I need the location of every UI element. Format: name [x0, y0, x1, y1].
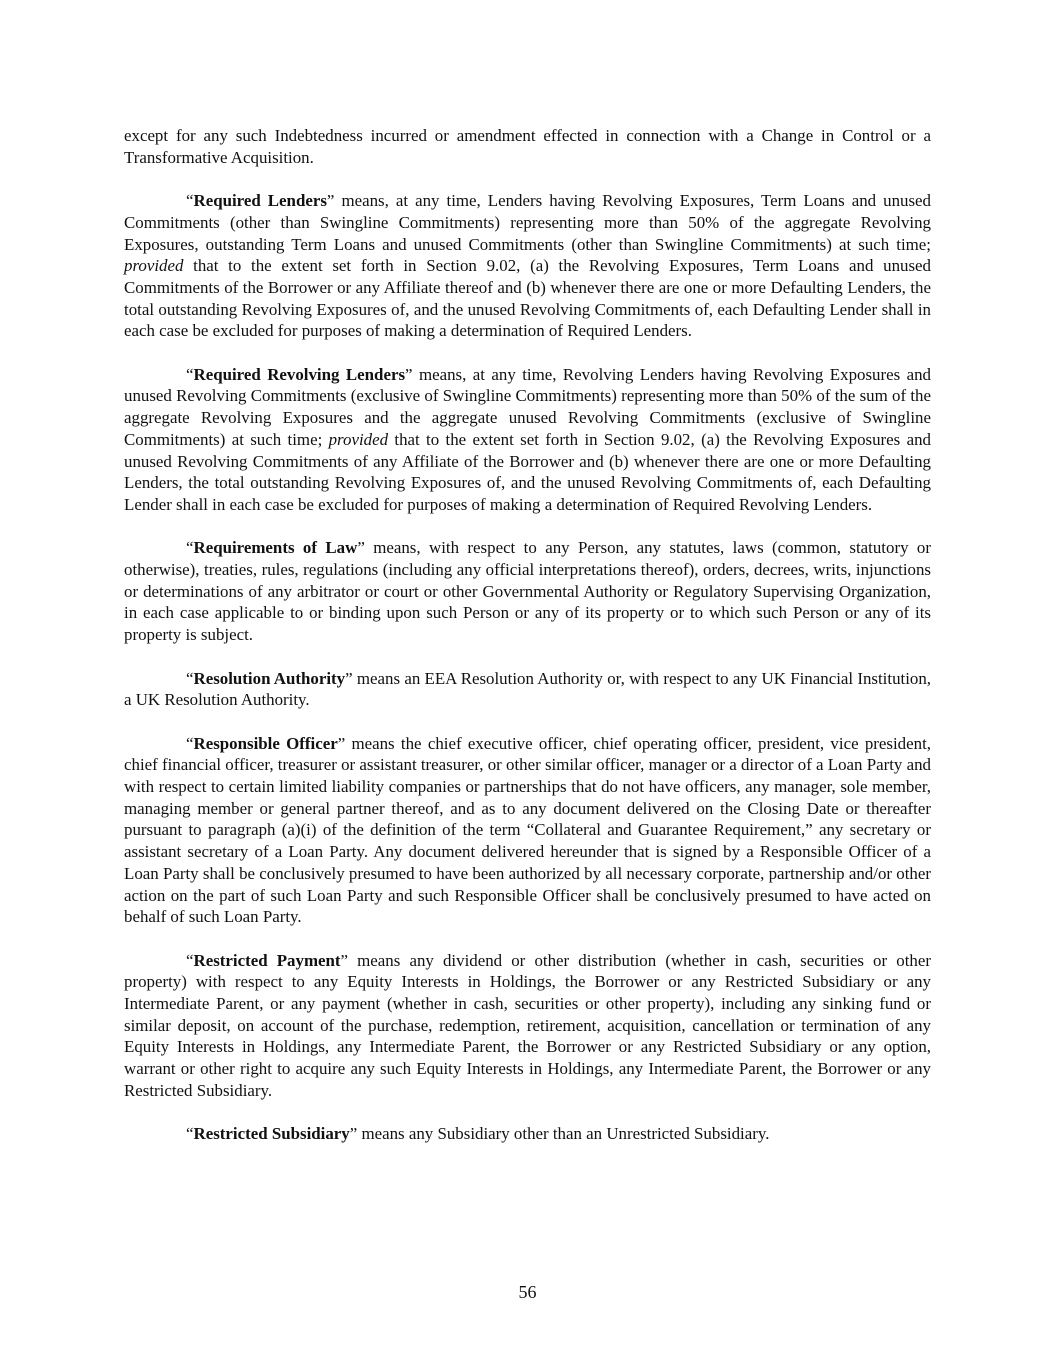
- open-quote: “: [186, 733, 194, 753]
- defined-term: Required Revolving Lenders: [193, 364, 406, 384]
- close-quote: ”: [349, 1124, 358, 1144]
- open-quote: “: [186, 668, 194, 688]
- close-quote: ”: [337, 733, 346, 753]
- defined-term: Required Lenders: [193, 191, 327, 211]
- definition-text: means any Subsidiary other than an Unrestricted Subsidiary.: [357, 1124, 770, 1144]
- defined-term: Responsible Officer: [193, 733, 338, 753]
- definition-resolution-authority: [124, 668, 931, 711]
- close-quote: ”: [357, 538, 365, 558]
- definition-text: means, at any time, Revolving Lenders having Revolving Exposures and unused Revolving Commitments (exclusive of Swingline Commitments) representing more than 50% of the sum of the aggregate Revolving Exposures and the aggregate unused Revolving Commitments (exclusive of Swingline Commitments) at such time;: [124, 364, 931, 449]
- open-quote: “: [186, 364, 194, 384]
- definition-text: that to the extent set forth in Section 9.02, (a) the Revolving Exposures and unused Revolving Commitments of any Affiliate of the Borrower and (b) whenever there are one or more Defaulting Lenders, the total outstanding Revolving Exposures of, and the unused Revolving Commitments of, each Defaulting Lender shall in each case be excluded for purposes of making a determination of Required Revolving Lenders.: [124, 429, 931, 514]
- page-number: 56: [518, 1282, 537, 1302]
- definition-restricted-payment: [124, 950, 931, 1102]
- italic-proviso: provided: [328, 429, 389, 449]
- defined-term: Restricted Payment: [193, 950, 341, 970]
- definition-required-lenders: [124, 190, 931, 342]
- definition-requirements-of-law: [124, 537, 931, 646]
- open-quote: “: [186, 950, 194, 970]
- definition-required-revolving-lenders: [124, 364, 931, 516]
- defined-term: Restricted Subsidiary: [193, 1124, 350, 1144]
- document-body: [124, 125, 931, 1167]
- close-quote: ”: [405, 364, 413, 384]
- definition-restricted-subsidiary: [124, 1123, 931, 1145]
- continuation-paragraph: except for any such Indebtedness incurred or amendment effected in connection with a Change in Control or a Transformative Acquisition.: [124, 126, 931, 167]
- close-quote: ”: [345, 668, 353, 688]
- open-quote: “: [186, 538, 194, 558]
- definition-text: means the chief executive officer, chief operating officer, president, vice president, chief financial officer, treasurer or assistant treasurer, or other similar officer, manager or a director of a Loan Party and with respect to certain limited liability companies or partnerships that do not have officers, any manager, sole member, managing member or general partner thereof, and as to any document delivered on the Closing Date or thereafter pursuant to paragraph (a)(i) of the definition of the term “Collateral and Guarantee Requirement,” any secretary or assistant secretary of a Loan Party. Any document delivered hereunder that is signed by a Responsible Officer of a Loan Party shall be conclusively presumed to have been authorized by all necessary corporate, partnership and/or other action on the part of such Loan Party and such Responsible Officer shall be conclusively presumed to have acted on behalf of such Loan Party.: [124, 733, 931, 927]
- definition-text: that to the extent set forth in Section 9.02, (a) the Revolving Exposures, Term Loans and unused Commitments of the Borrower or any Affiliate thereof and (b) whenever there are one or more Defaulting Lenders, the total outstanding Revolving Exposures of, and the unused Revolving Commitments of, each Defaulting Lender shall in each case be excluded for purposes of making a determination of Required Lenders.: [124, 256, 931, 341]
- open-quote: “: [186, 1124, 194, 1144]
- definition-text: means an EEA Resolution Authority or, with respect to any UK Financial Institution, a UK Resolution Authority.: [124, 668, 932, 710]
- definition-text: means, with respect to any Person, any statutes, laws (common, statutory or otherwise), treaties, rules, regulations (including any official interpretations thereof), orders, decrees, writs, injunctions or determinations of any arbitrator or court or other Governmental Authority or Regulatory Supervising Organization, in each case applicable to or binding upon such Person or any of its property or to which such Person or any of its property is subject.: [124, 538, 931, 645]
- defined-term: Requirements of Law: [193, 538, 358, 558]
- defined-term: Resolution Authority: [193, 668, 346, 688]
- italic-proviso: provided: [124, 256, 184, 276]
- definition-text: means, at any time, Lenders having Revolving Exposures, Term Loans and unused Commitments (other than Swingline Commitments) representing more than 50% of the aggregate Revolving Exposures, outstanding Term Loans and unused Commitments (other than Swingline Commitments) at such time;: [124, 191, 931, 254]
- close-quote: ”: [326, 191, 335, 211]
- definition-text: means any dividend or other distribution (whether in cash, securities or other property) with respect to any Equity Interests in Holdings, the Borrower or any Restricted Subsidiary or any Intermediate Parent, or any payment (whether in cash, securities or other property), including any sinking fund or similar deposit, on account of the purchase, redemption, retirement, acquisition, cancellation or termination of any Equity Interests in Holdings, any Intermediate Parent, the Borrower or any Restricted Subsidiary or any option, warrant or other right to acquire any such Equity Interests in Holdings, any Intermediate Parent, the Borrower or any Restricted Subsidiary.: [124, 950, 931, 1100]
- close-quote: ”: [340, 950, 349, 970]
- open-quote: “: [186, 191, 194, 211]
- definition-responsible-officer: [124, 733, 931, 928]
